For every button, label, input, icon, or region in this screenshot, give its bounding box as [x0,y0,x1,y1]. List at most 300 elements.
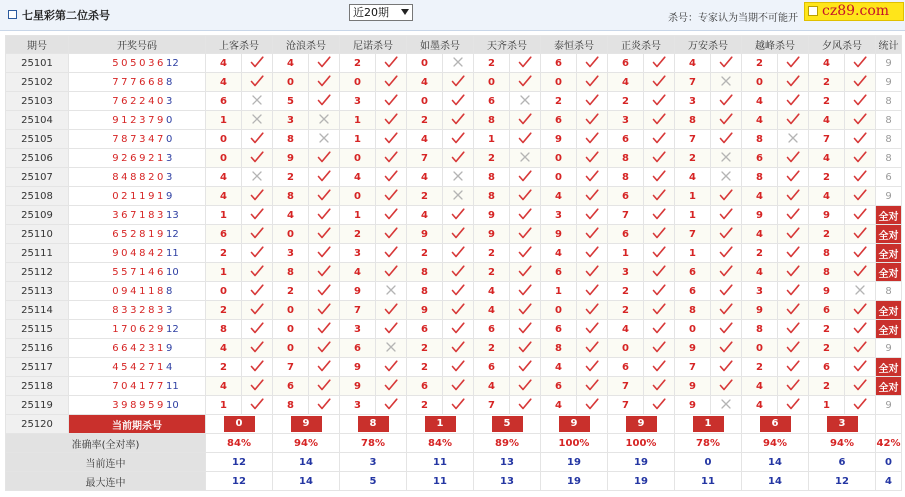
kill-result [644,130,675,149]
kill-number: 7 [608,377,644,396]
site-logo[interactable] [804,2,904,21]
kill-number: 2 [809,168,845,187]
kill-number: 8 [474,111,510,130]
check-icon [518,341,532,353]
kill-result [376,358,407,377]
check-icon [652,265,666,277]
kill-result [510,130,541,149]
summary-value: 14 [273,453,340,472]
check-icon [317,303,331,315]
draw-cell [69,396,206,415]
kill-result [309,187,340,206]
kill-number: 2 [340,54,376,73]
period-select[interactable] [349,4,413,21]
kill-number: 9 [474,206,510,225]
draw-sum: 10 [166,399,179,411]
kill-result [845,396,876,415]
kill-result [644,377,675,396]
table-row [6,377,902,396]
current-kill-number: 9 [291,416,322,432]
check-icon [384,322,398,334]
kill-number: 4 [474,377,510,396]
kill-number: 9 [340,358,376,377]
draw-numbers: 367183 [112,209,166,221]
current-kill-cell [340,415,407,434]
check-icon [384,360,398,372]
check-icon [384,189,398,201]
check-icon [384,208,398,220]
kill-number: 9 [742,206,778,225]
check-icon [518,379,532,391]
issue-cell: 25101 [6,54,69,73]
kill-result [510,187,541,206]
kill-number: 9 [541,130,577,149]
kill-number: 9 [407,225,443,244]
check-icon [853,227,867,239]
check-icon [585,303,599,315]
check-icon [384,398,398,410]
kill-number: 4 [474,282,510,301]
issue-cell: 25112 [6,263,69,282]
cross-icon [519,151,531,163]
kill-result [711,339,742,358]
check-icon [384,75,398,87]
kill-number: 2 [474,54,510,73]
cross-icon [385,341,397,353]
kill-number: 2 [273,168,309,187]
kill-result [242,244,273,263]
check-icon [518,170,532,182]
issue-cell: 25113 [6,282,69,301]
kill-result [577,320,608,339]
current-kill-number: 3 [827,416,858,432]
kill-result [778,130,809,149]
kill-number: 9 [340,282,376,301]
kill-result [242,339,273,358]
kill-number: 2 [474,263,510,282]
draw-numbers: 787347 [112,133,166,145]
kill-result [845,244,876,263]
current-kill-number: 0 [224,416,255,432]
kill-result [309,73,340,92]
current-kill-cell [474,415,541,434]
summary-value: 13 [474,453,541,472]
kill-number: 4 [474,301,510,320]
kill-result [510,206,541,225]
stat-cell: 9 [876,54,902,73]
kill-number: 1 [206,396,242,415]
kill-result [376,149,407,168]
kill-number: 3 [742,282,778,301]
kill-number: 0 [340,187,376,206]
check-icon [853,189,867,201]
kill-number: 4 [273,206,309,225]
kill-number: 0 [273,339,309,358]
kill-result [510,396,541,415]
kill-result [443,168,474,187]
kill-number: 8 [541,339,577,358]
kill-number: 2 [809,339,845,358]
cross-icon [251,113,263,125]
issue-cell: 25111 [6,244,69,263]
kill-number: 0 [541,168,577,187]
draw-cell [69,73,206,92]
summary-stat: 4 [876,472,902,491]
summary-value: 94% [809,434,876,453]
stat-cell: 9 [876,73,902,92]
kill-number: 4 [340,263,376,282]
kill-result [242,396,273,415]
check-icon [853,75,867,87]
kill-number: 6 [541,263,577,282]
kill-number: 6 [474,92,510,111]
check-icon [719,360,733,372]
table-row [6,130,902,149]
table-row [6,396,902,415]
check-icon [786,322,800,334]
kill-result [443,111,474,130]
kill-number: 1 [675,244,711,263]
check-icon [652,113,666,125]
summary-value: 6 [809,453,876,472]
kill-number: 3 [340,320,376,339]
kill-result [845,377,876,396]
kill-number: 0 [742,339,778,358]
summary-value: 14 [742,453,809,472]
kill-result [845,225,876,244]
table-row [6,149,902,168]
check-icon [384,170,398,182]
check-icon [786,265,800,277]
check-icon [317,94,331,106]
kill-number: 4 [407,130,443,149]
kill-number: 8 [809,263,845,282]
kill-number: 1 [206,206,242,225]
current-kill-number: 1 [693,416,724,432]
current-kill-number: 9 [626,416,657,432]
kill-number: 4 [541,244,577,263]
summary-value: 100% [608,434,675,453]
kill-result [644,149,675,168]
summary-stat: 0 [876,453,902,472]
kill-result [577,396,608,415]
check-icon [786,56,800,68]
issue-cell: 25102 [6,73,69,92]
kill-number: 4 [675,168,711,187]
col-expert: 如墨杀号 [407,36,474,54]
draw-numbers: 652819 [112,228,166,240]
kill-result [845,187,876,206]
kill-number: 7 [675,130,711,149]
kill-result [443,396,474,415]
kill-result [644,92,675,111]
kill-result [376,206,407,225]
kill-result [309,244,340,263]
check-icon [585,341,599,353]
kill-number: 6 [608,54,644,73]
check-icon [786,170,800,182]
kill-result [711,206,742,225]
kill-number: 2 [407,244,443,263]
check-icon [652,284,666,296]
max-streak-row [6,472,902,491]
cross-icon [251,170,263,182]
kill-result [443,149,474,168]
table-header [6,36,902,54]
check-icon [451,284,465,296]
stat-cell: 8 [876,130,902,149]
kill-number: 2 [206,244,242,263]
kill-result [376,263,407,282]
summary-value: 5 [340,472,407,491]
check-icon [518,303,532,315]
check-icon [384,246,398,258]
draw-numbers: 848820 [112,171,166,183]
kill-number: 0 [407,54,443,73]
check-icon [317,379,331,391]
check-icon [652,360,666,372]
check-icon [719,379,733,391]
kill-result [711,54,742,73]
kill-result [845,111,876,130]
check-icon [652,94,666,106]
issue-cell: 25106 [6,149,69,168]
check-icon [518,132,532,144]
kill-result [778,187,809,206]
kill-number: 2 [474,244,510,263]
kill-result [711,263,742,282]
cross-icon [318,113,330,125]
check-icon [250,151,264,163]
check-icon [719,208,733,220]
kill-number: 0 [206,149,242,168]
kill-result [242,225,273,244]
issue-cell: 25119 [6,396,69,415]
kill-result [778,377,809,396]
check-icon [451,246,465,258]
check-icon [652,170,666,182]
kill-number: 0 [273,73,309,92]
draw-numbers: 664231 [112,342,166,354]
table-row [6,339,902,358]
chevron-down-icon [401,9,409,15]
cross-icon [251,94,263,106]
draw-numbers: 454271 [112,361,166,373]
kill-number: 1 [340,130,376,149]
check-icon [585,246,599,258]
check-icon [250,303,264,315]
check-icon [384,113,398,125]
kill-result [577,54,608,73]
kill-number: 4 [206,187,242,206]
check-icon [853,246,867,258]
kill-number: 4 [742,263,778,282]
kill-number: 0 [340,149,376,168]
check-icon [853,360,867,372]
check-icon [786,189,800,201]
check-icon [451,113,465,125]
summary-value: 19 [608,453,675,472]
draw-numbers: 557146 [112,266,166,278]
kill-result [309,396,340,415]
stat-cell: 9 [876,339,902,358]
kill-number: 7 [340,301,376,320]
table-row [6,320,902,339]
check-icon [853,170,867,182]
col-issue: 期号 [6,36,69,54]
kill-result [644,54,675,73]
kill-result [778,168,809,187]
summary-value: 11 [407,472,474,491]
kill-number: 9 [809,206,845,225]
check-icon [786,208,800,220]
kill-number: 8 [675,301,711,320]
draw-numbers: 094118 [112,285,166,297]
check-icon [317,189,331,201]
draw-cell [69,92,206,111]
kill-number: 2 [809,92,845,111]
check-icon [719,246,733,258]
kill-number: 6 [541,111,577,130]
kill-number: 4 [206,73,242,92]
check-icon [719,341,733,353]
kill-number: 8 [206,320,242,339]
kill-result [711,396,742,415]
kill-result [510,320,541,339]
check-icon [786,398,800,410]
cross-icon [519,94,531,106]
kill-number: 0 [675,320,711,339]
check-icon [853,341,867,353]
draw-numbers: 704177 [112,380,166,392]
stat-cell: 全对 [876,377,902,396]
kill-number: 2 [742,54,778,73]
kill-result [309,111,340,130]
issue-cell: 25117 [6,358,69,377]
kill-result [242,282,273,301]
kill-number: 4 [206,54,242,73]
period-select-value: 近20期 [353,6,389,19]
kill-table [5,35,902,491]
issue-cell: 25104 [6,111,69,130]
check-icon [786,341,800,353]
kill-number: 2 [608,282,644,301]
kill-result [242,320,273,339]
summary-value: 14 [742,472,809,491]
check-icon [250,341,264,353]
kill-number: 2 [809,377,845,396]
kill-number: 2 [742,358,778,377]
draw-sum: 0 [166,133,173,145]
kill-number: 7 [675,358,711,377]
kill-result [577,111,608,130]
kill-number: 3 [340,244,376,263]
stat-cell: 全对 [876,225,902,244]
col-expert: 夕风杀号 [809,36,876,54]
check-icon [451,379,465,391]
table-row [6,111,902,130]
check-icon [853,208,867,220]
kill-number: 1 [675,187,711,206]
check-icon [719,265,733,277]
kill-result [242,206,273,225]
current-kill-cell [809,415,876,434]
check-icon [384,379,398,391]
kill-number: 8 [608,149,644,168]
kill-number: 2 [608,301,644,320]
kill-result [242,168,273,187]
kill-result [443,358,474,377]
draw-sum: 11 [166,380,179,392]
cross-icon [787,132,799,144]
kill-result [309,339,340,358]
draw-numbers: 833283 [112,304,166,316]
check-icon [585,227,599,239]
check-icon [853,132,867,144]
kill-number: 0 [742,73,778,92]
check-icon [585,379,599,391]
summary-value: 3 [340,453,407,472]
kill-number: 9 [809,282,845,301]
issue-cell: 25116 [6,339,69,358]
kill-number: 0 [206,282,242,301]
check-icon [451,398,465,410]
draw-sum: 3 [166,152,173,164]
check-icon [652,398,666,410]
kill-result [711,244,742,263]
kill-result [443,206,474,225]
kill-result [845,339,876,358]
kill-result [711,168,742,187]
kill-number: 3 [340,396,376,415]
check-icon [518,284,532,296]
kill-result [644,358,675,377]
kill-result [778,339,809,358]
draw-numbers: 021191 [112,190,166,202]
kill-result [510,282,541,301]
check-icon [250,265,264,277]
kill-number: 1 [541,282,577,301]
current-kill-number: 1 [425,416,456,432]
kill-result [309,225,340,244]
kill-number: 8 [407,263,443,282]
check-icon [652,341,666,353]
kill-number: 4 [742,111,778,130]
kill-number: 9 [742,301,778,320]
kill-result [711,377,742,396]
kill-number: 2 [809,320,845,339]
kill-result [644,187,675,206]
kill-number: 2 [809,225,845,244]
draw-cell [69,263,206,282]
kill-result [309,92,340,111]
current-kill-cell [407,415,474,434]
kill-result [845,206,876,225]
check-icon [719,132,733,144]
summary-value: 12 [206,453,273,472]
col-expert: 上客杀号 [206,36,273,54]
check-icon [518,265,532,277]
kill-result [577,263,608,282]
check-icon [317,170,331,182]
kill-number: 6 [206,225,242,244]
kill-result [577,206,608,225]
kill-number: 4 [206,339,242,358]
draw-sum: 12 [166,57,179,69]
check-icon [317,151,331,163]
check-icon [786,151,800,163]
check-icon [317,56,331,68]
